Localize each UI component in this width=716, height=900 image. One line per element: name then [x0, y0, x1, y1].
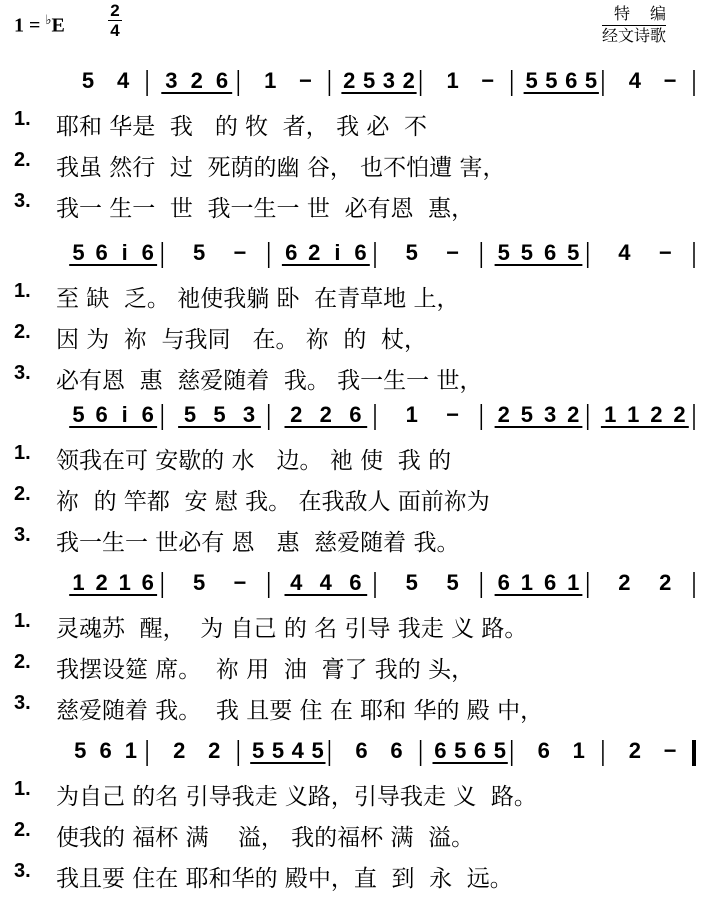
note: 3 [165, 68, 178, 93]
note: 5 [311, 738, 324, 763]
lyric-text: 至 缺 乏。 祂使我躺 卧 在青草地 上， [56, 286, 460, 312]
note: 5 [251, 738, 265, 763]
note: 2 [402, 68, 415, 93]
note: − [663, 68, 677, 93]
notation-row [0, 562, 716, 608]
note: 6 [543, 570, 557, 595]
note: 6 [95, 240, 108, 265]
lyric-text: 我虽 然行 过 死荫的幽 谷， 也不怕遭 害， [56, 155, 506, 181]
note: 1 [627, 402, 640, 427]
key-prefix: 1 = [14, 14, 46, 37]
note: 5 [454, 738, 467, 763]
note: 5 [497, 240, 510, 265]
note: 5 [525, 68, 538, 93]
time-signature [108, 2, 122, 39]
note: 5 [493, 738, 507, 763]
note: 2 [308, 240, 321, 265]
note: 5 [74, 738, 87, 763]
note: 1 [572, 738, 585, 763]
note: 6 [354, 240, 367, 265]
note: 6 [141, 402, 154, 427]
note: 2 [618, 570, 631, 595]
verse-number: 1. [14, 280, 31, 302]
note: 4 [290, 570, 303, 595]
credit-arranger: 特编 [613, 4, 686, 23]
verse-number: 2. [14, 149, 31, 171]
notation-row [0, 232, 716, 278]
note: 4 [319, 570, 332, 595]
verse-number: 2. [14, 321, 31, 343]
note: 2 [290, 402, 303, 427]
note: 6 [141, 240, 154, 265]
note: 6 [95, 402, 108, 427]
note: 2 [190, 68, 203, 93]
lyric-text: 慈爱随着 我。 我 且要 住 在 耶和 华的 殿 中， [56, 698, 544, 724]
note: 3 [242, 402, 256, 427]
note: 1 [446, 68, 459, 93]
time-bottom: 4 [110, 21, 120, 40]
note: 6 [141, 570, 154, 595]
verse-number: 1. [14, 778, 31, 800]
note: 1 [124, 738, 138, 763]
note: 6 [497, 570, 510, 595]
key-note: E [51, 14, 65, 37]
note: 6 [537, 738, 550, 763]
note: − [446, 402, 460, 427]
note: 5 [72, 402, 85, 427]
note: 2 [673, 402, 686, 427]
note: 2 [319, 402, 332, 427]
verse-number: 3. [14, 362, 31, 384]
note: 2 [95, 570, 108, 595]
note: 2 [567, 402, 580, 427]
lyric-text: 我一 生一 世 我一生一 世 必有恩 惠， [56, 196, 475, 222]
verse-number: 1. [14, 442, 31, 464]
note: 5 [271, 738, 285, 763]
note: − [233, 240, 247, 265]
note: 6 [349, 402, 362, 427]
note: 5 [362, 68, 376, 93]
note: 6 [565, 68, 578, 93]
note: 1 [405, 402, 418, 427]
note: 1 [604, 402, 617, 427]
note: 6 [215, 68, 229, 93]
verse-number: 2. [14, 483, 31, 505]
note: 3 [543, 402, 557, 427]
note: 5 [520, 402, 534, 427]
lyric-text: 必有恩 惠 慈爱随着 我。 我一生一 世， [56, 368, 483, 394]
note: 4 [618, 240, 631, 265]
lyric-text: 为自己 的名 引导我走 义路，引导我走 义 路。 [56, 784, 537, 810]
note: 2 [497, 402, 510, 427]
lyric-text: 我且要 住在 耶和华的 殿中，直 到 永 远。 [56, 866, 513, 892]
note: 1 [567, 570, 580, 595]
note: 2 [343, 68, 356, 93]
notation-row [0, 394, 716, 440]
verse-number: 1. [14, 610, 31, 632]
flat-symbol: ♭ [45, 12, 52, 27]
key-signature [14, 12, 65, 38]
note: 6 [390, 738, 403, 763]
note: 5 [567, 240, 580, 265]
score-system [0, 394, 716, 554]
note: 1 [72, 570, 85, 595]
lyric-text: 灵魂苏 醒， 为 自己 的 名 引导 我走 义 路。 [56, 616, 528, 642]
note: 4 [116, 68, 130, 93]
note: 2 [659, 570, 672, 595]
note: 1 [264, 68, 277, 93]
score-system [0, 232, 716, 392]
notation-row [0, 60, 716, 106]
note: − [446, 240, 460, 265]
verse-number: 1. [14, 108, 31, 130]
time-top: 2 [110, 1, 120, 20]
score-system [0, 60, 716, 220]
note: − [663, 738, 677, 763]
credit [601, 4, 686, 46]
note: 5 [192, 570, 206, 595]
note: 6 [99, 738, 112, 763]
note: 3 [382, 68, 396, 93]
lyric-text: 因 为 祢 与我同 在。 祢 的 杖， [56, 327, 428, 353]
note: 5 [192, 240, 206, 265]
note: 5 [405, 240, 418, 265]
note: 5 [545, 68, 558, 93]
lyric-text: 我摆设筵 席。 祢 用 油 膏了 我的 头， [56, 657, 475, 683]
note: 4 [628, 68, 642, 93]
note: 5 [520, 240, 534, 265]
note: 5 [72, 240, 85, 265]
note: 5 [183, 402, 197, 427]
verse-number: 2. [14, 819, 31, 841]
score-system [0, 730, 716, 890]
note: 2 [650, 402, 663, 427]
verse-number: 3. [14, 860, 31, 882]
note: 2 [173, 738, 186, 763]
note: 1 [118, 570, 131, 595]
note: 2 [208, 738, 221, 763]
note: 5 [446, 570, 459, 595]
lyric-text: 祢 的 竿都 安 慰 我。 在我敌人 面前祢为 [56, 489, 490, 515]
note: 4 [291, 738, 304, 763]
lyric-text: 领我在可 安歇的 水 边。 祂 使 我 的 [56, 448, 452, 474]
note: 2 [628, 738, 642, 763]
score-system [0, 562, 716, 722]
note: 5 [584, 68, 598, 93]
note: i [121, 240, 128, 265]
credit-source: 经文诗歌 [601, 26, 666, 45]
verse-number: 3. [14, 692, 31, 714]
note: − [481, 68, 495, 93]
verse-number: 3. [14, 190, 31, 212]
verse-number: 3. [14, 524, 31, 546]
note: 5 [213, 402, 226, 427]
note: 6 [543, 240, 557, 265]
note: − [233, 570, 247, 595]
lyric-text: 耶和 华是 我 的 牧 者， 我 必 不 [56, 114, 428, 140]
note: 6 [355, 738, 368, 763]
note: i [121, 402, 128, 427]
verse-number: 2. [14, 651, 31, 673]
notation-row [0, 730, 716, 776]
note: 5 [405, 570, 418, 595]
note: 6 [349, 570, 362, 595]
note: 5 [81, 68, 95, 93]
note: 1 [520, 570, 534, 595]
note: − [658, 240, 672, 265]
note: i [334, 240, 341, 265]
lyric-text: 我一生一 世必有 恩 惠 慈爱随着 我。 [56, 530, 460, 556]
note: 6 [473, 738, 487, 763]
note: − [298, 68, 312, 93]
lyric-text: 使我的 福杯 满 溢， 我的福杯 满 溢。 [56, 825, 475, 851]
note: 6 [285, 240, 298, 265]
note: 6 [434, 738, 447, 763]
